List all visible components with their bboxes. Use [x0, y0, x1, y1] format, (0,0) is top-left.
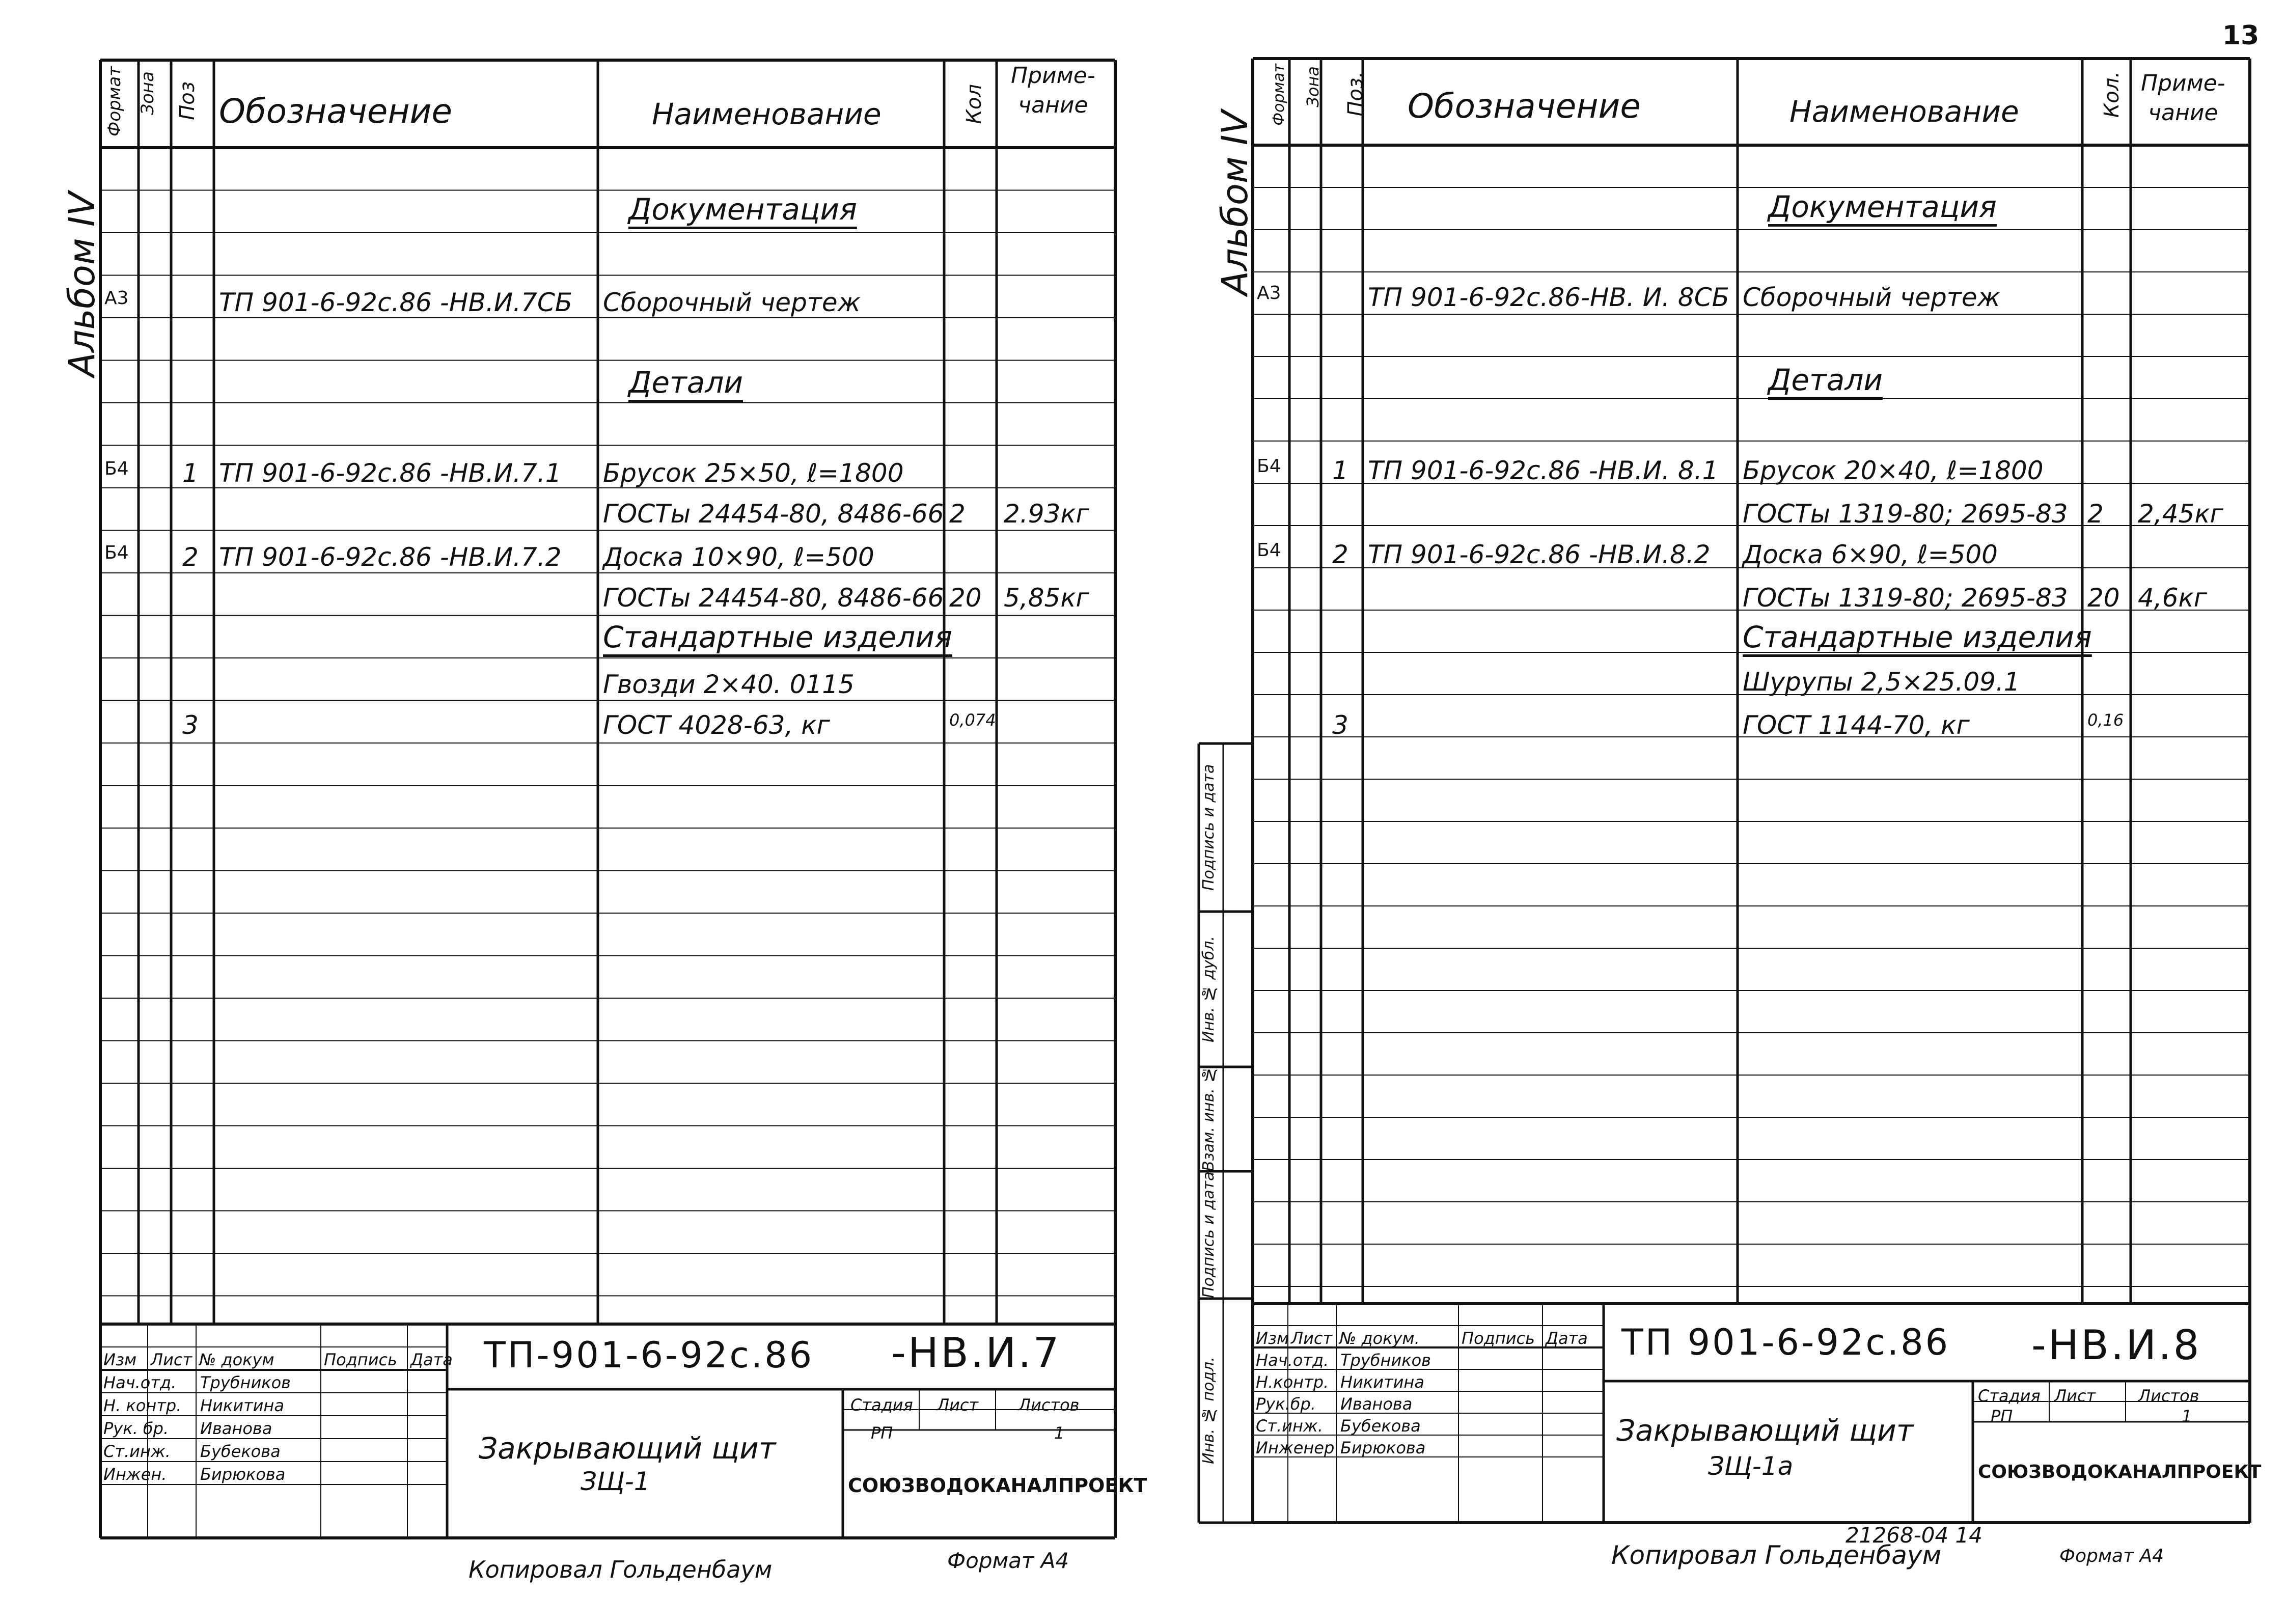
signature-role: Рук. бр. — [103, 1419, 169, 1438]
header-note: Приме- чание — [1011, 63, 1095, 118]
doc-title: Закрывающий щит — [479, 1431, 776, 1466]
cell-designation: ТП 901-6-92с.86 -НВ.И.7.2 — [219, 542, 562, 572]
footer-archive-number: 21268-04 14 — [1846, 1523, 1983, 1548]
cell-format: А3 — [1257, 283, 1281, 304]
doc-title: Закрывающий щит — [1616, 1413, 1914, 1448]
signature-name: Трубников — [200, 1373, 291, 1392]
cell-name: Сборочный чертеж — [1743, 283, 2000, 312]
album-label: Альбом IV — [1214, 110, 1256, 295]
header-designation: Обозначение — [219, 92, 452, 131]
organization: СОЮЗВОДОКАНАЛПРОЕКТ — [848, 1474, 1147, 1497]
signature-name: Бубекова — [1340, 1416, 1421, 1436]
signature-column-label: Дата — [1546, 1329, 1588, 1348]
signature-column-label: Дата — [410, 1350, 453, 1369]
cell-name: ГОСТы 1319-80; 2695-83 — [1743, 583, 2068, 613]
header-zone: Зона — [1303, 66, 1323, 107]
cell-quantity: 0,074 — [949, 710, 996, 730]
section-heading: Детали — [628, 365, 743, 400]
cell-position: 2 — [1332, 540, 1348, 569]
signature-column-label: Подпись — [324, 1350, 397, 1369]
signature-name: Бирюкова — [200, 1465, 286, 1484]
signature-name: Трубников — [1340, 1351, 1431, 1370]
section-heading: Документация — [628, 192, 857, 227]
cell-quantity: 2 — [949, 499, 966, 529]
header-name: Наименование — [1789, 94, 2019, 129]
header-format: Формат — [104, 66, 125, 136]
cell-designation: ТП 901-6-92с.86 -НВ.И.7СБ — [219, 288, 573, 317]
cell-quantity: 0,16 — [2087, 710, 2124, 730]
stage-label: Стадия — [1978, 1386, 2041, 1406]
cell-format: Б4 — [1257, 540, 1281, 561]
cell-position: 3 — [182, 710, 199, 740]
right-spec-sheet — [1143, 0, 2286, 1624]
signature-role: Ст.инж. — [103, 1442, 171, 1461]
sheets-value: 1 — [2182, 1407, 2192, 1426]
cell-name: ГОСТы 24454-80, 8486-66 — [603, 583, 944, 613]
signature-name: Иванова — [1340, 1394, 1413, 1414]
sheets-label: Листов — [1018, 1395, 1080, 1415]
cell-note: 4,6кг — [2138, 583, 2207, 613]
cell-name: ГОСТ 1144-70, кг — [1743, 710, 1970, 740]
signature-column-label: Изм — [103, 1350, 137, 1369]
footer-format: Формат А4 — [2059, 1546, 2164, 1566]
header-zone: Зона — [137, 71, 158, 115]
cell-note: 2.93кг — [1004, 499, 1089, 529]
header-pos: Поз. — [1344, 71, 1367, 117]
signature-role: Н.контр. — [1256, 1372, 1329, 1392]
cell-position: 3 — [1332, 710, 1348, 740]
cell-name: Гвозди 2×40. 0115 — [603, 670, 855, 699]
signature-role: Нач.отд. — [103, 1373, 177, 1392]
doc-subtitle: ЗЩ-1 — [581, 1467, 650, 1496]
signature-name: Иванова — [200, 1419, 272, 1438]
cell-position: 1 — [1332, 456, 1348, 485]
footer-format: Формат А4 — [947, 1548, 1069, 1573]
cell-note: 5,85кг — [1004, 583, 1089, 613]
signature-role: Инженер — [1256, 1438, 1335, 1457]
side-stamp-label: Инв. № подл. — [1200, 1357, 1218, 1465]
cell-position: 1 — [182, 458, 199, 488]
header-note: Приме- чание — [2141, 70, 2225, 126]
cell-name: ГОСТы 1319-80; 2695-83 — [1743, 499, 2068, 529]
header-pos: Поз — [176, 81, 199, 120]
stage-value: РП — [871, 1423, 893, 1443]
sheet-label: Лист — [937, 1395, 979, 1415]
cell-note: 2,45кг — [2138, 499, 2223, 529]
cell-format: Б4 — [104, 458, 129, 479]
side-stamp-label: Подпись и дата — [1200, 1171, 1218, 1299]
header-designation: Обозначение — [1408, 87, 1641, 126]
signature-role: Нач.отд. — [1256, 1351, 1329, 1370]
section-heading: Стандартные изделия — [603, 620, 952, 654]
signature-column-label: Лист — [151, 1350, 192, 1369]
cell-format: Б4 — [104, 542, 129, 563]
signature-role: Рук.бр. — [1256, 1394, 1316, 1414]
cell-name: ГОСТ 4028-63, кг — [603, 710, 830, 740]
header-qty: Кол. — [2100, 71, 2124, 118]
footer-copied-by: Копировал Гольденбаум — [469, 1556, 773, 1583]
cell-quantity: 20 — [949, 583, 982, 613]
cell-quantity: 20 — [2087, 583, 2120, 613]
section-heading: Стандартные изделия — [1743, 620, 2092, 654]
cell-name: Сборочный чертеж — [603, 288, 861, 317]
cell-name: Брусок 20×40, ℓ=1800 — [1743, 456, 2044, 485]
side-stamp-label: Инв. № дубл. — [1200, 935, 1218, 1043]
cell-designation: ТП 901-6-92с.86 -НВ.И.8.2 — [1368, 540, 1711, 569]
signature-column-label: Подпись — [1462, 1329, 1535, 1348]
signature-column-label: № докум — [199, 1350, 274, 1369]
signature-column-label: Изм — [1256, 1329, 1289, 1348]
cell-format: А3 — [104, 288, 129, 309]
cell-format: Б4 — [1257, 456, 1281, 477]
cell-quantity: 2 — [2087, 499, 2104, 529]
cell-name: Доска 6×90, ℓ=500 — [1743, 540, 1998, 569]
cell-position: 2 — [182, 542, 199, 572]
cell-name: Шурупы 2,5×25.09.1 — [1743, 667, 2020, 697]
side-stamp-label: Взам. инв. № — [1200, 1065, 1218, 1171]
doc-subtitle: ЗЩ-1а — [1708, 1451, 1794, 1481]
signature-column-label: Лист — [1291, 1329, 1333, 1348]
signature-role: Инжен. — [103, 1465, 167, 1484]
doc-code: ТП 901-6-92с.86 — [1621, 1322, 1950, 1363]
footer-copied-by: Копировал Гольденбаум — [1611, 1540, 1942, 1570]
cell-name: ГОСТы 24454-80, 8486-66 — [603, 499, 944, 529]
signature-name: Бирюкова — [1340, 1438, 1426, 1457]
cell-name: Брусок 25×50, ℓ=1800 — [603, 458, 904, 488]
sheets-label: Листов — [2138, 1386, 2199, 1406]
cell-name: Доска 10×90, ℓ=500 — [603, 542, 874, 572]
section-heading: Детали — [1768, 363, 1883, 397]
section-heading: Документация — [1768, 189, 1997, 224]
signature-name: Никитина — [1340, 1372, 1424, 1392]
signature-role: Ст.инж. — [1256, 1416, 1323, 1436]
organization: СОЮЗВОДОКАНАЛПРОЕКТ — [1978, 1462, 2262, 1482]
cell-designation: ТП 901-6-92с.86 -НВ.И.7.1 — [219, 458, 562, 488]
signature-name: Бубекова — [200, 1442, 281, 1461]
sheets-value: 1 — [1054, 1423, 1065, 1443]
side-stamp-label: Подпись и дата — [1200, 764, 1218, 891]
signature-column-label: № докум. — [1339, 1329, 1420, 1348]
cell-designation: ТП 901-6-92с.86-НВ. И. 8СБ — [1368, 283, 1729, 312]
album-label: Альбом IV — [61, 191, 103, 377]
doc-code: ТП-901-6-92с.86 — [484, 1334, 814, 1376]
signature-name: Никитина — [200, 1396, 284, 1415]
cell-designation: ТП 901-6-92с.86 -НВ.И. 8.1 — [1368, 456, 1719, 485]
stage-value: РП — [1991, 1407, 2013, 1426]
header-name: Наименование — [652, 97, 882, 131]
header-format: Формат — [1270, 64, 1288, 126]
header-qty: Кол — [962, 84, 986, 124]
sheet-label: Лист — [2054, 1386, 2096, 1406]
stage-label: Стадия — [850, 1395, 913, 1415]
doc-code-suffix: -НВ.И.7 — [891, 1329, 1061, 1377]
doc-code-suffix: -НВ.И.8 — [2031, 1322, 2201, 1369]
signature-role: Н. контр. — [103, 1396, 182, 1415]
page-number: 13 — [2222, 20, 2260, 51]
